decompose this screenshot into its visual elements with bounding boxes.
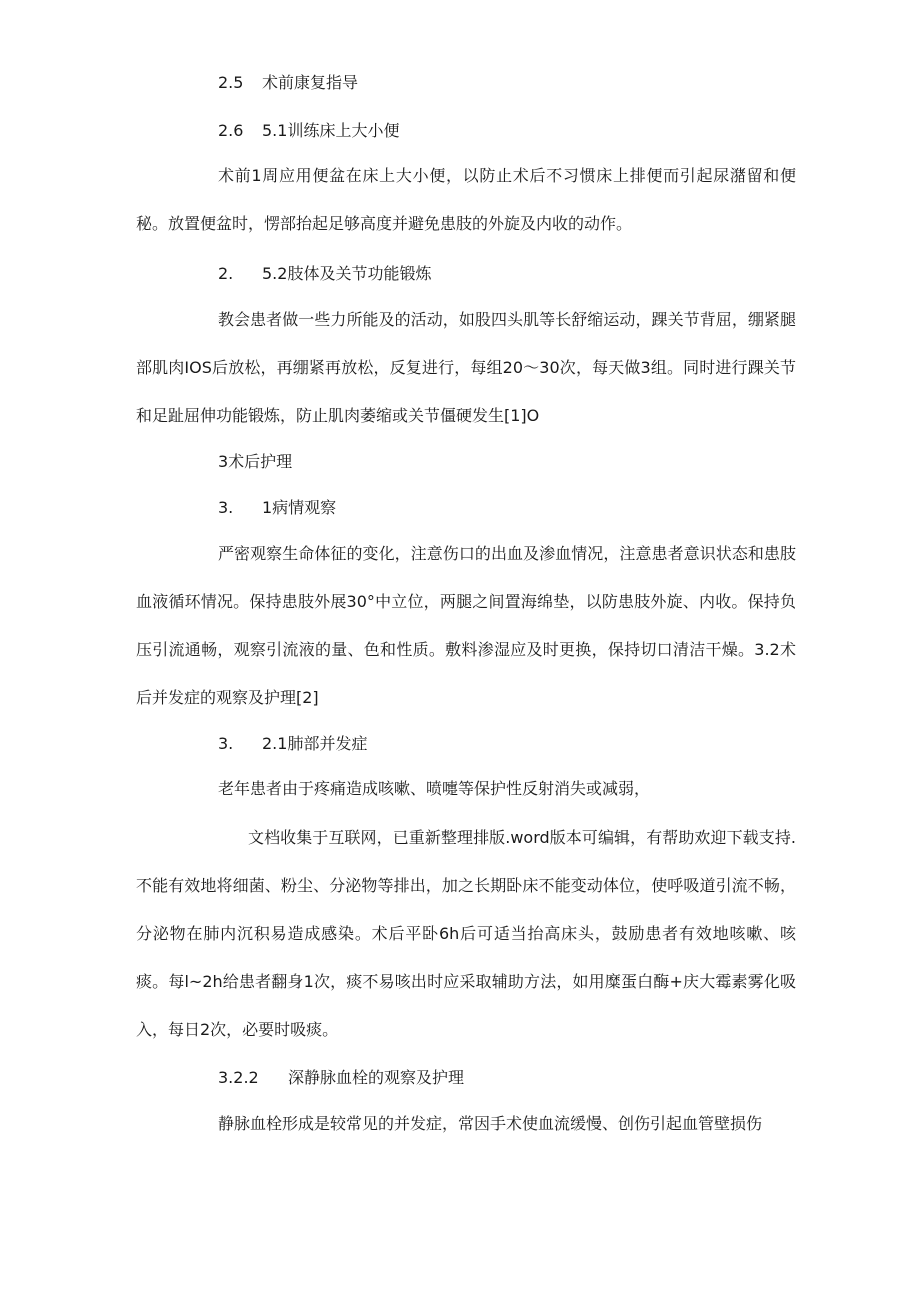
section-heading-2-5-2 xyxy=(218,262,431,286)
paragraph-pulmonary-intro: 老年患者由于疼痛造成咳嗽、喷嚏等保护性反射消失或减弱， xyxy=(218,779,651,798)
paragraph-pulmonary-care: 文档收集于互联网，已重新整理排版.word版本可编辑，有帮助欢迎下载支持.不能有效地将细菌、粉尘、分泌物等排出，加之长期卧床不能变动体位，使呼吸道引流不畅，分泌物在肺内沉积易造成感染。术后平卧6h后可适当抬高床头，鼓励患者有效地咳嗽、咳痰。每l~2h给患者翻身1次，痰不易咳出时应采取辅助方法，如用糜蛋白酶+庆大霉素雾化吸入，每日2次，必要时吸痰。 xyxy=(136,828,796,1039)
section-number: 3. xyxy=(218,734,234,753)
section-number: 2.6 xyxy=(218,121,244,140)
section-number: 3.2.2 xyxy=(218,1068,259,1087)
section-heading-2-6 xyxy=(218,119,399,143)
section-title: 3术后护理 xyxy=(218,452,293,471)
section-heading-2-5 xyxy=(218,71,358,95)
section-title: 术前康复指导 xyxy=(262,73,359,92)
paragraph-dvt-intro: 静脉血栓形成是较常见的并发症，常因手术使血流缓慢、创伤引起血管壁损伤 xyxy=(218,1114,763,1133)
paragraph-bedpan-training: 术前1周应用便盆在床上大小便，以防止术后不习惯床上排便而引起尿潴留和便秘。放置便盆时，愣部抬起足够高度并避免患肢的外旋及内收的动作。 xyxy=(136,166,796,233)
section-title: 2.1肺部并发症 xyxy=(262,734,368,753)
section-number: 3. xyxy=(218,498,234,517)
section-heading-3-2-1 xyxy=(218,732,367,756)
section-title: 5.1训练床上大小便 xyxy=(262,121,400,140)
paragraph-limb-exercise: 教会患者做一些力所能及的活动，如股四头肌等长舒缩运动，踝关节背屈，绷紧腿部肌肉IOS后放松，再绷紧再放松，反复进行，每组20〜30次，每天做3组。同时进行踝关节和足趾屈伸功能锻炼，防止肌肉萎缩或关节僵硬发生[1]O xyxy=(136,310,796,425)
section-number: 2. xyxy=(218,264,234,283)
section-title: 5.2肢体及关节功能锻炼 xyxy=(262,264,432,283)
section-heading-3 xyxy=(218,450,292,474)
section-title: 深静脉血栓的观察及护理 xyxy=(288,1068,465,1087)
section-title: 1病情观察 xyxy=(262,498,337,517)
paragraph-condition-observation: 严密观察生命体征的变化，注意伤口的出血及渗血情况，注意患者意识状态和患肢血液循环情况。保持患肢外展30°中立位，两腿之间置海绵垫，以防患肢外旋、内收。保持负压引流通畅，观察引流液的量、色和性质。敷料渗湿应及时更换，保持切口清洁干燥。3.2术后并发症的观察及护理[2] xyxy=(136,544,796,707)
section-number: 2.5 xyxy=(218,73,244,92)
section-heading-3-2-2 xyxy=(218,1066,464,1090)
section-heading-3-1 xyxy=(218,496,336,520)
